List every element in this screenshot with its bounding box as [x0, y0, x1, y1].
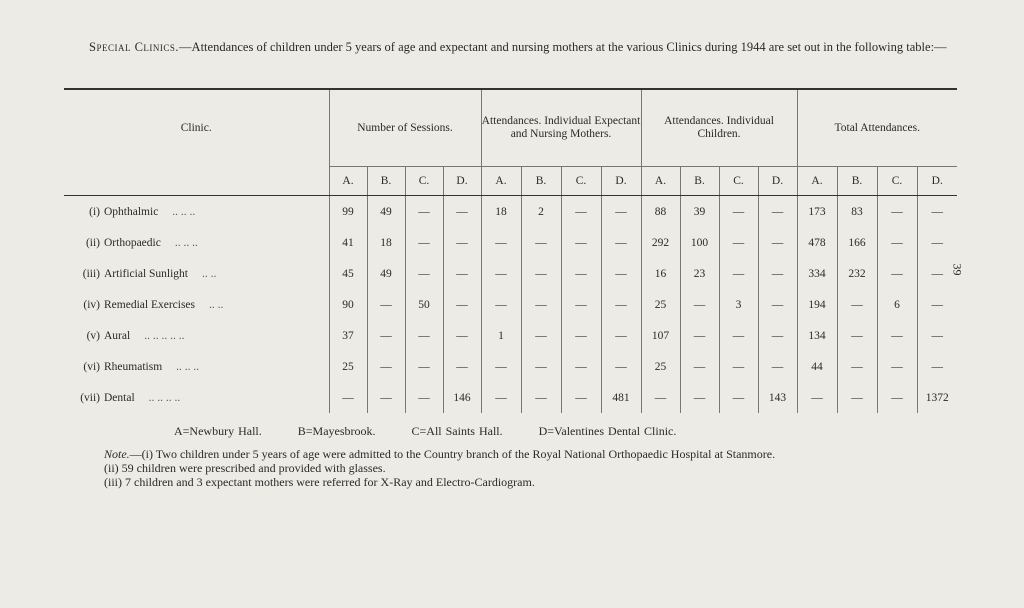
table-cell: —: [877, 351, 917, 382]
table-cell: —: [797, 382, 837, 413]
table-cell: —: [877, 258, 917, 289]
clinic-name: Aural: [104, 329, 131, 342]
table-cell: —: [481, 258, 521, 289]
table-row: [64, 382, 957, 413]
table-cell: 100: [680, 227, 719, 258]
table-cell: —: [367, 382, 405, 413]
table-cell: —: [443, 320, 481, 351]
clinic-name: Remedial Exercises: [104, 298, 196, 311]
table-cell: 232: [837, 258, 877, 289]
table-cell: —: [405, 258, 443, 289]
table-cell: —: [877, 196, 917, 228]
row-numeral: (i): [89, 205, 100, 218]
table-cell: —: [601, 258, 641, 289]
clinic-name: Ophthalmic: [104, 205, 159, 218]
table-cell: —: [367, 320, 405, 351]
table-cell: —: [443, 258, 481, 289]
sub-header-c: C.: [877, 167, 917, 196]
table-cell: 45: [329, 258, 367, 289]
table-row: [64, 196, 957, 228]
table-cell: 6: [877, 289, 917, 320]
table-cell: —: [481, 351, 521, 382]
sub-header-blank: [64, 167, 329, 196]
intro-text: —Attendances of children under 5 years of age and expectant and nursing mothers at the various Clinics during 1944 are set out in the following table:—: [179, 40, 947, 54]
table-cell: 23: [680, 258, 719, 289]
table-cell: —: [758, 258, 797, 289]
table-cell: —: [601, 289, 641, 320]
table-cell: —: [521, 258, 561, 289]
table-cell: 146: [443, 382, 481, 413]
table-cell: —: [521, 320, 561, 351]
note-3: (iii) 7 children and 3 expectant mothers were referred for X-Ray and Electro-Cardiogram.: [104, 475, 535, 489]
table-cell: 194: [797, 289, 837, 320]
table-row: [64, 320, 957, 351]
table-cell: —: [758, 196, 797, 228]
legend-c: C=All Saints Hall.: [411, 424, 503, 438]
table-cell: —: [481, 382, 521, 413]
sub-header-c: C.: [561, 167, 601, 196]
sub-header-d: D.: [601, 167, 641, 196]
clinic-name-cell: [64, 351, 329, 382]
table-cell: 83: [837, 196, 877, 228]
page-number: 39: [950, 263, 965, 276]
sub-header-c: C.: [405, 167, 443, 196]
clinic-column-header: Clinic.: [64, 89, 329, 167]
table-cell: —: [641, 382, 680, 413]
note-2: (ii) 59 children were prescribed and provided with glasses.: [104, 461, 386, 475]
table-cell: 134: [797, 320, 837, 351]
table-cell: —: [561, 351, 601, 382]
table-cell: 166: [837, 227, 877, 258]
table-cell: —: [561, 382, 601, 413]
table-cell: —: [680, 382, 719, 413]
leader-dots: .. ..: [209, 298, 224, 311]
sub-header-b: B.: [680, 167, 719, 196]
legend-d: D=Valentines Dental Clinic.: [538, 424, 677, 438]
sub-header-d: D.: [758, 167, 797, 196]
table-cell: —: [601, 320, 641, 351]
clinic-name: Orthopaedic: [104, 236, 161, 249]
table-cell: 25: [641, 289, 680, 320]
table-row: [64, 351, 957, 382]
clinic-name: Dental: [104, 391, 135, 404]
leader-dots: .. .. ..: [176, 360, 200, 373]
table-cell: —: [719, 382, 758, 413]
table-cell: —: [719, 320, 758, 351]
children-group-header: Attendances. Individual Children.: [641, 89, 797, 167]
clinic-name: Artificial Sunlight: [104, 267, 189, 280]
sub-header-a: A.: [481, 167, 521, 196]
sub-header-c: C.: [719, 167, 758, 196]
table-cell: —: [680, 320, 719, 351]
table-cell: —: [877, 382, 917, 413]
table-cell: 18: [481, 196, 521, 228]
table-cell: —: [405, 351, 443, 382]
leader-dots: .. .. ..: [174, 236, 198, 249]
clinics-table: [64, 88, 957, 413]
table-cell: 25: [641, 351, 680, 382]
table-cell: —: [601, 351, 641, 382]
leader-dots: .. ..: [202, 267, 217, 280]
table-cell: 173: [797, 196, 837, 228]
table-cell: —: [481, 227, 521, 258]
table-cell: —: [521, 351, 561, 382]
clinic-name: Rheumatism: [104, 360, 163, 373]
table-cell: 143: [758, 382, 797, 413]
legend: [174, 424, 708, 439]
legend-a: A=Newbury Hall.: [174, 424, 262, 438]
table-cell: 39: [680, 196, 719, 228]
sub-header-a: A.: [329, 167, 367, 196]
table-cell: 478: [797, 227, 837, 258]
table-cell: 3: [719, 289, 758, 320]
table-cell: —: [367, 351, 405, 382]
table-cell: —: [917, 227, 957, 258]
sessions-group-header: Number of Sessions.: [329, 89, 481, 167]
clinic-name-cell: [64, 320, 329, 351]
row-numeral: (v): [86, 329, 100, 342]
table-cell: —: [917, 320, 957, 351]
table-cell: —: [837, 289, 877, 320]
note-1: —(i) Two children under 5 years of age were admitted to the Country branch of the Royal National Orthopaedic Hospital at Stanmore.: [129, 447, 776, 461]
table-cell: 37: [329, 320, 367, 351]
table-cell: —: [837, 320, 877, 351]
table-cell: —: [561, 289, 601, 320]
table-cell: 25: [329, 351, 367, 382]
table-cell: —: [521, 289, 561, 320]
table-cell: —: [405, 227, 443, 258]
clinic-name-cell: [64, 196, 329, 228]
table-cell: —: [561, 320, 601, 351]
sub-header-b: B.: [837, 167, 877, 196]
table-cell: —: [917, 258, 957, 289]
legend-b: B=Mayesbrook.: [297, 424, 376, 438]
table-cell: 44: [797, 351, 837, 382]
table-cell: —: [758, 351, 797, 382]
table-cell: —: [719, 196, 758, 228]
table-body: [64, 196, 957, 414]
leader-dots: .. .. .. ..: [148, 391, 181, 404]
table-cell: —: [719, 258, 758, 289]
table-cell: —: [917, 289, 957, 320]
table-cell: 88: [641, 196, 680, 228]
table-cell: —: [719, 227, 758, 258]
mothers-group-header: Attendances. Individual Expectant and Nursing Mothers.: [481, 89, 641, 167]
table-cell: —: [917, 196, 957, 228]
table-row: [64, 227, 957, 258]
table-cell: 18: [367, 227, 405, 258]
table-cell: —: [443, 196, 481, 228]
table-cell: 2: [521, 196, 561, 228]
table-cell: 481: [601, 382, 641, 413]
sub-header-d: D.: [443, 167, 481, 196]
table-cell: 16: [641, 258, 680, 289]
table-cell: 49: [367, 258, 405, 289]
table-cell: —: [405, 320, 443, 351]
table-cell: —: [405, 382, 443, 413]
table-cell: 99: [329, 196, 367, 228]
table-cell: —: [561, 227, 601, 258]
sub-header-a: A.: [641, 167, 680, 196]
table-cell: 50: [405, 289, 443, 320]
sub-header-d: D.: [917, 167, 957, 196]
notes: [89, 447, 959, 489]
table-cell: —: [481, 289, 521, 320]
table-cell: —: [837, 382, 877, 413]
table-cell: —: [329, 382, 367, 413]
row-numeral: (iv): [83, 298, 100, 311]
table-cell: 292: [641, 227, 680, 258]
table-cell: 41: [329, 227, 367, 258]
table-cell: —: [443, 289, 481, 320]
sub-header-b: B.: [367, 167, 405, 196]
table-cell: —: [443, 227, 481, 258]
clinic-name-cell: [64, 227, 329, 258]
table-cell: —: [719, 351, 758, 382]
table-cell: —: [837, 351, 877, 382]
table-row: [64, 258, 957, 289]
table-cell: —: [601, 227, 641, 258]
intro-paragraph: [89, 40, 959, 55]
sub-header-b: B.: [521, 167, 561, 196]
clinic-name-cell: [64, 382, 329, 413]
table-cell: —: [561, 196, 601, 228]
table-cell: 1: [481, 320, 521, 351]
table-cell: 334: [797, 258, 837, 289]
table-cell: —: [521, 382, 561, 413]
table-cell: —: [405, 196, 443, 228]
table-cell: 1372: [917, 382, 957, 413]
row-numeral: (iii): [82, 267, 100, 280]
table-cell: —: [521, 227, 561, 258]
intro-lead: Special Clinics.: [89, 40, 180, 54]
table-cell: —: [601, 196, 641, 228]
sub-header-a: A.: [797, 167, 837, 196]
table-cell: —: [367, 289, 405, 320]
table-cell: 49: [367, 196, 405, 228]
table-cell: —: [877, 320, 917, 351]
table-cell: —: [680, 351, 719, 382]
leader-dots: .. .. .. .. ..: [144, 329, 185, 342]
table-cell: —: [917, 351, 957, 382]
table-cell: —: [443, 351, 481, 382]
leader-dots: .. .. ..: [172, 205, 196, 218]
table-cell: 107: [641, 320, 680, 351]
table-cell: 90: [329, 289, 367, 320]
clinic-name-cell: [64, 289, 329, 320]
table-cell: —: [680, 289, 719, 320]
row-numeral: (vi): [83, 360, 100, 373]
table-cell: —: [758, 227, 797, 258]
note-label: Note.: [104, 447, 130, 461]
table-cell: —: [561, 258, 601, 289]
row-numeral: (vii): [80, 391, 100, 404]
table-cell: —: [758, 289, 797, 320]
row-numeral: (ii): [85, 236, 100, 249]
clinic-name-cell: [64, 258, 329, 289]
table-cell: —: [758, 320, 797, 351]
table-cell: —: [877, 227, 917, 258]
total-group-header: Total Attendances.: [797, 89, 957, 167]
table-row: [64, 289, 957, 320]
